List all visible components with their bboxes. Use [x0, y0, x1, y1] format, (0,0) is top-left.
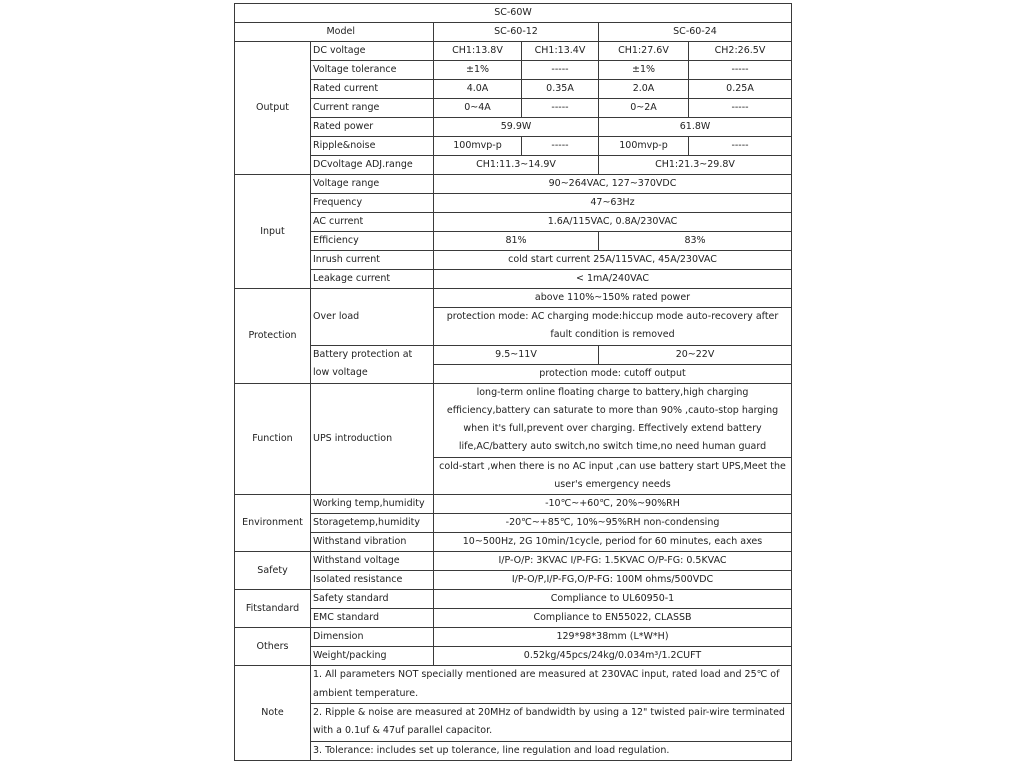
param-label: Withstand voltage: [311, 552, 434, 571]
table-row: [235, 289, 792, 308]
value-cell: 100mvp-p: [599, 137, 689, 156]
table-row: [235, 571, 792, 590]
model-1: SC-60-12: [434, 23, 599, 42]
value-cell: -----: [689, 99, 792, 118]
param-label: UPS introduction: [311, 383, 434, 495]
value-cell: CH1:13.4V: [522, 42, 599, 61]
value-cell: protection mode: cutoff output: [434, 364, 792, 383]
param-label: Voltage range: [311, 175, 434, 194]
param-label: DCvoltage ADJ.range: [311, 156, 434, 175]
value-cell: -----: [522, 61, 599, 80]
value-cell: CH2:26.5V: [689, 42, 792, 61]
value-cell: cold-start ,when there is no AC input ,can use battery start UPS,Meet the user's emergency needs: [434, 457, 792, 495]
value-cell: 0.25A: [689, 80, 792, 99]
table-row: [235, 647, 792, 666]
param-label: Efficiency: [311, 232, 434, 251]
value-cell: 61.8W: [599, 118, 792, 137]
param-label: Withstand vibration: [311, 533, 434, 552]
table-row: [235, 383, 792, 457]
table-row: [235, 345, 792, 364]
table-row: [235, 156, 792, 175]
category-protection: Protection: [235, 289, 311, 384]
param-label: Battery protection at low voltage: [311, 345, 434, 383]
table-row: [235, 666, 792, 704]
value-cell: Compliance to UL60950-1: [434, 590, 792, 609]
value-cell: < 1mA/240VAC: [434, 270, 792, 289]
value-cell: I/P-O/P: 3KVAC I/P-FG: 1.5KVAC O/P-FG: 0.5KVAC: [434, 552, 792, 571]
value-cell: -----: [689, 61, 792, 80]
note-item: 1. All parameters NOT specially mentioned are measured at 230VAC input, rated load and 25℃ of ambient temperature.: [311, 666, 792, 704]
model-row: [235, 23, 792, 42]
table-row: [235, 703, 792, 741]
value-cell: 0.52kg/45pcs/24kg/0.034m³/1.2CUFT: [434, 647, 792, 666]
value-cell: 1.6A/115VAC, 0.8A/230VAC: [434, 213, 792, 232]
table-row: [235, 80, 792, 99]
category-fitstandard: Fitstandard: [235, 590, 311, 628]
value-cell: -----: [689, 137, 792, 156]
value-cell: -10℃~+60℃, 20%~90%RH: [434, 495, 792, 514]
category-function: Function: [235, 383, 311, 495]
param-label: Dimension: [311, 628, 434, 647]
param-label: AC current: [311, 213, 434, 232]
value-cell: 100mvp-p: [434, 137, 522, 156]
category-note: Note: [235, 666, 311, 760]
param-label: Ripple&noise: [311, 137, 434, 156]
table-row: [235, 590, 792, 609]
table-row: [235, 514, 792, 533]
value-cell: 59.9W: [434, 118, 599, 137]
table-row: [235, 270, 792, 289]
value-cell: long-term online floating charge to battery,high charging efficiency,battery can saturate to more than 90% ,cauto-stop harging when it's full,prevent over charging. Effectively extend battery life,AC/battery auto switch,no switch time,no need human guard: [434, 383, 792, 457]
value-cell: 9.5~11V: [434, 345, 599, 364]
note-item: 3. Tolerance: includes set up tolerance, line regulation and load regulation.: [311, 741, 792, 760]
param-label: Isolated resistance: [311, 571, 434, 590]
param-label: Weight/packing: [311, 647, 434, 666]
value-cell: 129*98*38mm (L*W*H): [434, 628, 792, 647]
value-cell: 0~2A: [599, 99, 689, 118]
value-cell: cold start current 25A/115VAC, 45A/230VAC: [434, 251, 792, 270]
param-label: DC voltage: [311, 42, 434, 61]
table-row: [235, 232, 792, 251]
param-label: Rated current: [311, 80, 434, 99]
param-label: Working temp,humidity: [311, 495, 434, 514]
param-label: Over load: [311, 289, 434, 346]
param-label: Voltage tolerance: [311, 61, 434, 80]
value-cell: CH1:27.6V: [599, 42, 689, 61]
title-row: [235, 4, 792, 23]
table-row: [235, 552, 792, 571]
value-cell: ±1%: [599, 61, 689, 80]
value-cell: -----: [522, 137, 599, 156]
value-cell: -20℃~+85℃, 10%~95%RH non-condensing: [434, 514, 792, 533]
value-cell: 47~63Hz: [434, 194, 792, 213]
table-row: [235, 495, 792, 514]
table-row: [235, 533, 792, 552]
table-row: [235, 99, 792, 118]
value-cell: 83%: [599, 232, 792, 251]
value-cell: 4.0A: [434, 80, 522, 99]
param-label: Inrush current: [311, 251, 434, 270]
table-row: [235, 137, 792, 156]
table-row: [235, 213, 792, 232]
param-label: Leakage current: [311, 270, 434, 289]
category-environment: Environment: [235, 495, 311, 552]
category-others: Others: [235, 628, 311, 666]
table-row: [235, 251, 792, 270]
value-cell: CH1:21.3~29.8V: [599, 156, 792, 175]
param-label: Current range: [311, 99, 434, 118]
table-row: [235, 194, 792, 213]
table-row: [235, 609, 792, 628]
category-output: Output: [235, 42, 311, 175]
value-cell: CH1:11.3~14.9V: [434, 156, 599, 175]
value-cell: 90~264VAC, 127~370VDC: [434, 175, 792, 194]
param-label: Frequency: [311, 194, 434, 213]
model-label: Model: [235, 23, 434, 42]
value-cell: 20~22V: [599, 345, 792, 364]
model-2: SC-60-24: [599, 23, 792, 42]
note-item: 2. Ripple & noise are measured at 20MHz of bandwidth by using a 12" twisted pair-wire terminated with a 0.1uf & 47uf parallel capacitor.: [311, 703, 792, 741]
table-row: [235, 628, 792, 647]
value-cell: -----: [522, 99, 599, 118]
param-label: Safety standard: [311, 590, 434, 609]
value-cell: protection mode: AC charging mode:hiccup mode auto-recovery after fault condition is removed: [434, 308, 792, 346]
param-label: EMC standard: [311, 609, 434, 628]
category-input: Input: [235, 175, 311, 289]
value-cell: 2.0A: [599, 80, 689, 99]
table-row: [235, 61, 792, 80]
value-cell: ±1%: [434, 61, 522, 80]
table-row: [235, 741, 792, 760]
value-cell: 0.35A: [522, 80, 599, 99]
table-row: [235, 175, 792, 194]
table-row: [235, 42, 792, 61]
value-cell: 0~4A: [434, 99, 522, 118]
value-cell: CH1:13.8V: [434, 42, 522, 61]
category-safety: Safety: [235, 552, 311, 590]
param-label: Rated power: [311, 118, 434, 137]
table-title: SC-60W: [235, 4, 792, 23]
value-cell: I/P-O/P,I/P-FG,O/P-FG: 100M ohms/500VDC: [434, 571, 792, 590]
value-cell: Compliance to EN55022, CLASSB: [434, 609, 792, 628]
value-cell: above 110%~150% rated power: [434, 289, 792, 308]
value-cell: 10~500Hz, 2G 10min/1cycle, period for 60 minutes, each axes: [434, 533, 792, 552]
value-cell: 81%: [434, 232, 599, 251]
table-row: [235, 118, 792, 137]
spec-table: [234, 3, 792, 761]
param-label: Storagetemp,humidity: [311, 514, 434, 533]
